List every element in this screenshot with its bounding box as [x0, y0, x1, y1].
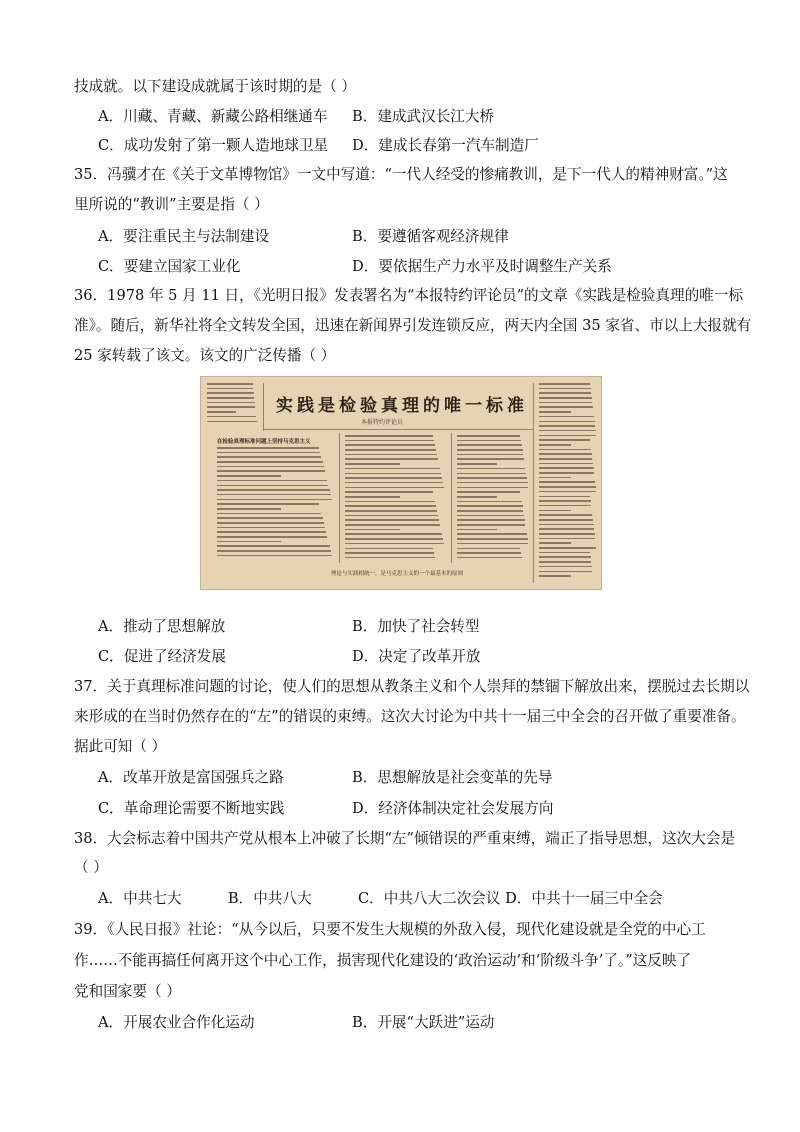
newspaper-text-line — [217, 555, 332, 557]
question-37-line-1: 37．关于真理标准问题的讨论，使人们的思想从教条主义和个人崇拜的禁锢下解放出来，摆脱过去长期以 — [74, 678, 750, 695]
newspaper-text-line — [217, 522, 324, 524]
option-c: C．革命理论需要不断地实践 — [98, 800, 285, 817]
newspaper-text-line — [539, 556, 591, 558]
newspaper-text-line — [345, 444, 435, 446]
newspaper-text-line — [207, 402, 255, 404]
newspaper-text-line — [539, 528, 594, 530]
newspaper-text-line — [539, 421, 595, 423]
newspaper-text-line — [217, 527, 325, 529]
newspaper-text-line — [539, 397, 592, 399]
newspaper-text-line — [345, 510, 437, 512]
newspaper-text-line — [457, 552, 521, 554]
newspaper-text-line — [345, 468, 440, 470]
newspaper-text-line — [539, 453, 592, 455]
divider — [451, 433, 452, 563]
question-38-options: A．中共七大 B．中共八大 C．中共八大二次会议 D．中共十一届三中全会 — [98, 890, 663, 907]
divider — [263, 383, 264, 431]
newspaper-text-line — [539, 496, 590, 498]
newspaper-text-line — [207, 383, 253, 385]
newspaper-text-line — [539, 439, 590, 441]
question-36-line-1: 36．1978 年 5 月 11 日，《光明日报》发表署名为“本报特约评论员”的文章《实践是检验真理的唯一标 — [74, 287, 743, 304]
newspaper-text-line — [345, 524, 440, 526]
question-39-line-3: 党和国家要（ ） — [74, 983, 181, 1000]
option-a: A．要注重民主与法制建设 — [98, 228, 270, 245]
option-c: C．要建立国家工业化 — [98, 258, 241, 275]
newspaper-footer: 理论与实践相统一，是马克思主义的一个最基本的原则 — [331, 571, 464, 577]
newspaper-text-line — [457, 519, 525, 521]
newspaper-text-line — [345, 454, 437, 456]
newspaper-text-line — [457, 444, 522, 446]
newspaper-text-line — [457, 454, 523, 456]
newspaper-text-line — [345, 491, 433, 493]
newspaper-text-line — [345, 533, 442, 535]
newspaper-text-line — [539, 472, 594, 474]
question-39-line-1: 39．《人民日报》社论：“从今以后，只要不发生大规模的外敌入侵，现代化建设就是全党的中心工 — [74, 921, 706, 938]
newspaper-text-line — [217, 550, 331, 552]
newspaper-text-line — [457, 543, 528, 545]
newspaper-clipping-image — [200, 376, 602, 590]
newspaper-text-line — [345, 543, 444, 545]
newspaper-text-line — [345, 463, 400, 465]
option-b: B．思想解放是社会变革的先导 — [352, 769, 553, 786]
newspaper-text-line — [539, 552, 590, 554]
newspaper-text-line — [539, 575, 571, 577]
newspaper-text-line — [217, 513, 321, 515]
newspaper-text-line — [539, 383, 590, 385]
newspaper-text-line — [457, 482, 528, 484]
newspaper-headline: 实践是检验真理的唯一标准 — [276, 396, 528, 416]
option-c: C．促进了经济发展 — [98, 648, 226, 665]
question-35-line-2: 里所说的“教训”主要是指（ ） — [74, 196, 269, 213]
newspaper-text-line — [457, 524, 525, 526]
newspaper-text-line — [207, 416, 256, 418]
newspaper-text-line — [539, 467, 594, 469]
newspaper-text-line — [457, 487, 528, 489]
newspaper-text-line — [345, 501, 435, 503]
newspaper-text-line — [217, 536, 327, 538]
newspaper-text-line — [539, 542, 571, 544]
option-a: A．开展农业合作化运动 — [98, 1014, 255, 1031]
newspaper-text-line — [217, 503, 319, 505]
newspaper-subhead: 在检验真理标准问题上坚持马克思主义 — [217, 439, 311, 445]
newspaper-text-line — [457, 505, 523, 507]
newspaper-text-line — [457, 548, 520, 550]
newspaper-text-line — [539, 566, 592, 568]
divider — [339, 433, 340, 563]
newspaper-text-line — [217, 470, 325, 472]
newspaper-text-line — [539, 449, 591, 451]
newspaper-text-column — [217, 447, 333, 560]
option-c: C．成功发射了第一颗人造地球卫星 — [98, 137, 329, 154]
newspaper-text-line — [345, 477, 442, 479]
option-d: D．决定了改革开放 — [352, 648, 481, 665]
newspaper-text-line — [539, 425, 595, 427]
newspaper-text-line — [539, 416, 594, 418]
newspaper-text-line — [345, 552, 434, 554]
newspaper-text-line — [539, 481, 595, 483]
newspaper-text-line — [217, 489, 330, 491]
newspaper-byline: 本报特约评论员 — [361, 419, 404, 426]
newspaper-text-column — [345, 435, 445, 562]
newspaper-text-line — [539, 406, 593, 408]
newspaper-text-line — [457, 449, 523, 451]
newspaper-text-line — [207, 392, 254, 394]
newspaper-text-line — [539, 486, 596, 488]
newspaper-text-line — [217, 531, 326, 533]
newspaper-text-line — [345, 557, 435, 559]
divider — [533, 383, 534, 583]
newspaper-text-line — [457, 468, 525, 470]
newspaper-text-line — [217, 545, 330, 547]
newspaper-text-line — [457, 538, 528, 540]
newspaper-text-column — [539, 383, 597, 580]
newspaper-text-line — [217, 475, 281, 477]
newspaper-text-line — [539, 514, 592, 516]
question-38-line-2: （ ） — [74, 859, 108, 876]
question-35-line-1: 35．冯骥才在《关于文革博物馆》一文中写道：“一代人经受的惨痛教训，是下一代人的精神财富。”这 — [74, 166, 728, 183]
newspaper-text-line — [345, 519, 439, 521]
divider — [263, 429, 533, 430]
newspaper-text-line — [539, 388, 591, 390]
newspaper-text-line — [539, 538, 595, 540]
newspaper-text-line — [539, 430, 596, 432]
option-d: D．要依据生产力水平及时调整生产关系 — [352, 258, 612, 275]
question-36-line-2: 准》。随后，新华社将全文转发全国，迅速在新闻界引发连锁反应，两天内全国 35 家省、市以上大报就有 — [74, 317, 752, 334]
newspaper-text-line — [217, 517, 323, 519]
option-b: B．开展“大跃进”运动 — [352, 1014, 495, 1031]
newspaper-text-line — [457, 501, 522, 503]
newspaper-text-line — [217, 480, 327, 482]
newspaper-text-line — [345, 473, 441, 475]
newspaper-text-line — [539, 411, 571, 413]
newspaper-text-line — [457, 440, 521, 442]
newspaper-text-column — [457, 435, 529, 562]
newspaper-text-line — [207, 421, 257, 423]
option-b: B．加快了社会转型 — [352, 618, 480, 635]
newspaper-text-line — [457, 529, 497, 531]
newspaper-text-line — [539, 435, 596, 437]
newspaper-text-line — [217, 494, 331, 496]
newspaper-text-line — [217, 499, 332, 501]
newspaper-text-line — [539, 524, 594, 526]
newspaper-text-line — [457, 533, 527, 535]
question-37-line-3: 据此可知（ ） — [74, 738, 167, 755]
option-a: A．川藏、青藏、新藏公路相继通车 — [98, 108, 328, 125]
newspaper-text-line — [457, 557, 522, 559]
question-37-line-2: 来形成的在当时仍然存在的“左”的错误的束缚。这次大讨论为中共十一届三中全会的召开做了重要准备。 — [74, 708, 746, 725]
newspaper-text-line — [207, 397, 254, 399]
newspaper-text-line — [345, 458, 438, 460]
newspaper-text-line — [207, 388, 253, 390]
newspaper-text-line — [217, 447, 319, 449]
newspaper-text-line — [457, 473, 526, 475]
newspaper-text-line — [539, 533, 595, 535]
newspaper-text-line — [345, 515, 438, 517]
newspaper-text-line — [345, 482, 443, 484]
newspaper-text-line — [457, 515, 524, 517]
option-d: D．经济体制决定社会发展方向 — [352, 800, 554, 817]
newspaper-text-line — [345, 440, 434, 442]
newspaper-text-line — [539, 571, 592, 573]
newspaper-text-line — [207, 411, 236, 413]
newspaper-text-line — [457, 435, 520, 437]
question-stem-line: 技成就。以下建设成就属于该时期的是（ ） — [74, 78, 356, 95]
newspaper-text-line — [217, 466, 324, 468]
newspaper-text-line — [539, 392, 591, 394]
newspaper-text-line — [539, 519, 593, 521]
newspaper-text-line — [217, 485, 328, 487]
newspaper-text-line — [539, 463, 593, 465]
option-a: A．推动了思想解放 — [98, 618, 226, 635]
newspaper-text-line — [539, 491, 596, 493]
newspaper-text-line — [345, 449, 436, 451]
newspaper-text-line — [539, 500, 591, 502]
newspaper-text-line — [457, 491, 520, 493]
newspaper-text-line — [457, 496, 497, 498]
newspaper-text-line — [217, 508, 281, 510]
newspaper-text-line — [345, 505, 436, 507]
newspaper-text-line — [345, 529, 400, 531]
newspaper-text-line — [539, 477, 571, 479]
newspaper-text-line — [457, 463, 497, 465]
option-d: D．建成长春第一汽车制造厂 — [352, 137, 539, 154]
question-39-line-2: 作……不能再搞任何离开这个中心工作，损害现代化建设的‘政治运动’和‘阶级斗争’了。”这反映了 — [74, 952, 692, 969]
newspaper-text-line — [539, 510, 571, 512]
newspaper-text-line — [345, 548, 433, 550]
newspaper-text-line — [539, 505, 591, 507]
newspaper-text-line — [457, 510, 523, 512]
newspaper-text-line — [217, 461, 323, 463]
newspaper-text-line — [207, 406, 255, 408]
option-b: B．要遵循客观经济规律 — [352, 228, 509, 245]
option-a: A．改革开放是富国强兵之路 — [98, 769, 284, 786]
newspaper-text-line — [539, 547, 596, 549]
newspaper-text-line — [217, 541, 281, 543]
newspaper-text-line — [345, 496, 400, 498]
newspaper-text-line — [345, 538, 443, 540]
newspaper-text-line — [345, 487, 444, 489]
newspaper-text-line — [457, 458, 524, 460]
option-b: B．建成武汉长江大桥 — [352, 108, 495, 125]
newspaper-text-line — [539, 458, 592, 460]
newspaper-text-line — [539, 444, 571, 446]
newspaper-text-line — [539, 402, 592, 404]
newspaper-text-line — [217, 452, 320, 454]
newspaper-text-line — [345, 435, 433, 437]
newspaper-text-line — [457, 477, 527, 479]
newspaper-text-line — [539, 561, 591, 563]
newspaper-text-line — [217, 456, 321, 458]
question-38-line-1: 38．大会标志着中国共产党从根本上冲破了长期“左”倾错误的严重束缚，端正了指导思想，这次大会是 — [74, 830, 736, 847]
question-36-line-3: 25 家转载了该文。该文的广泛传播（ ） — [74, 347, 336, 364]
newspaper-text-column — [207, 383, 259, 425]
